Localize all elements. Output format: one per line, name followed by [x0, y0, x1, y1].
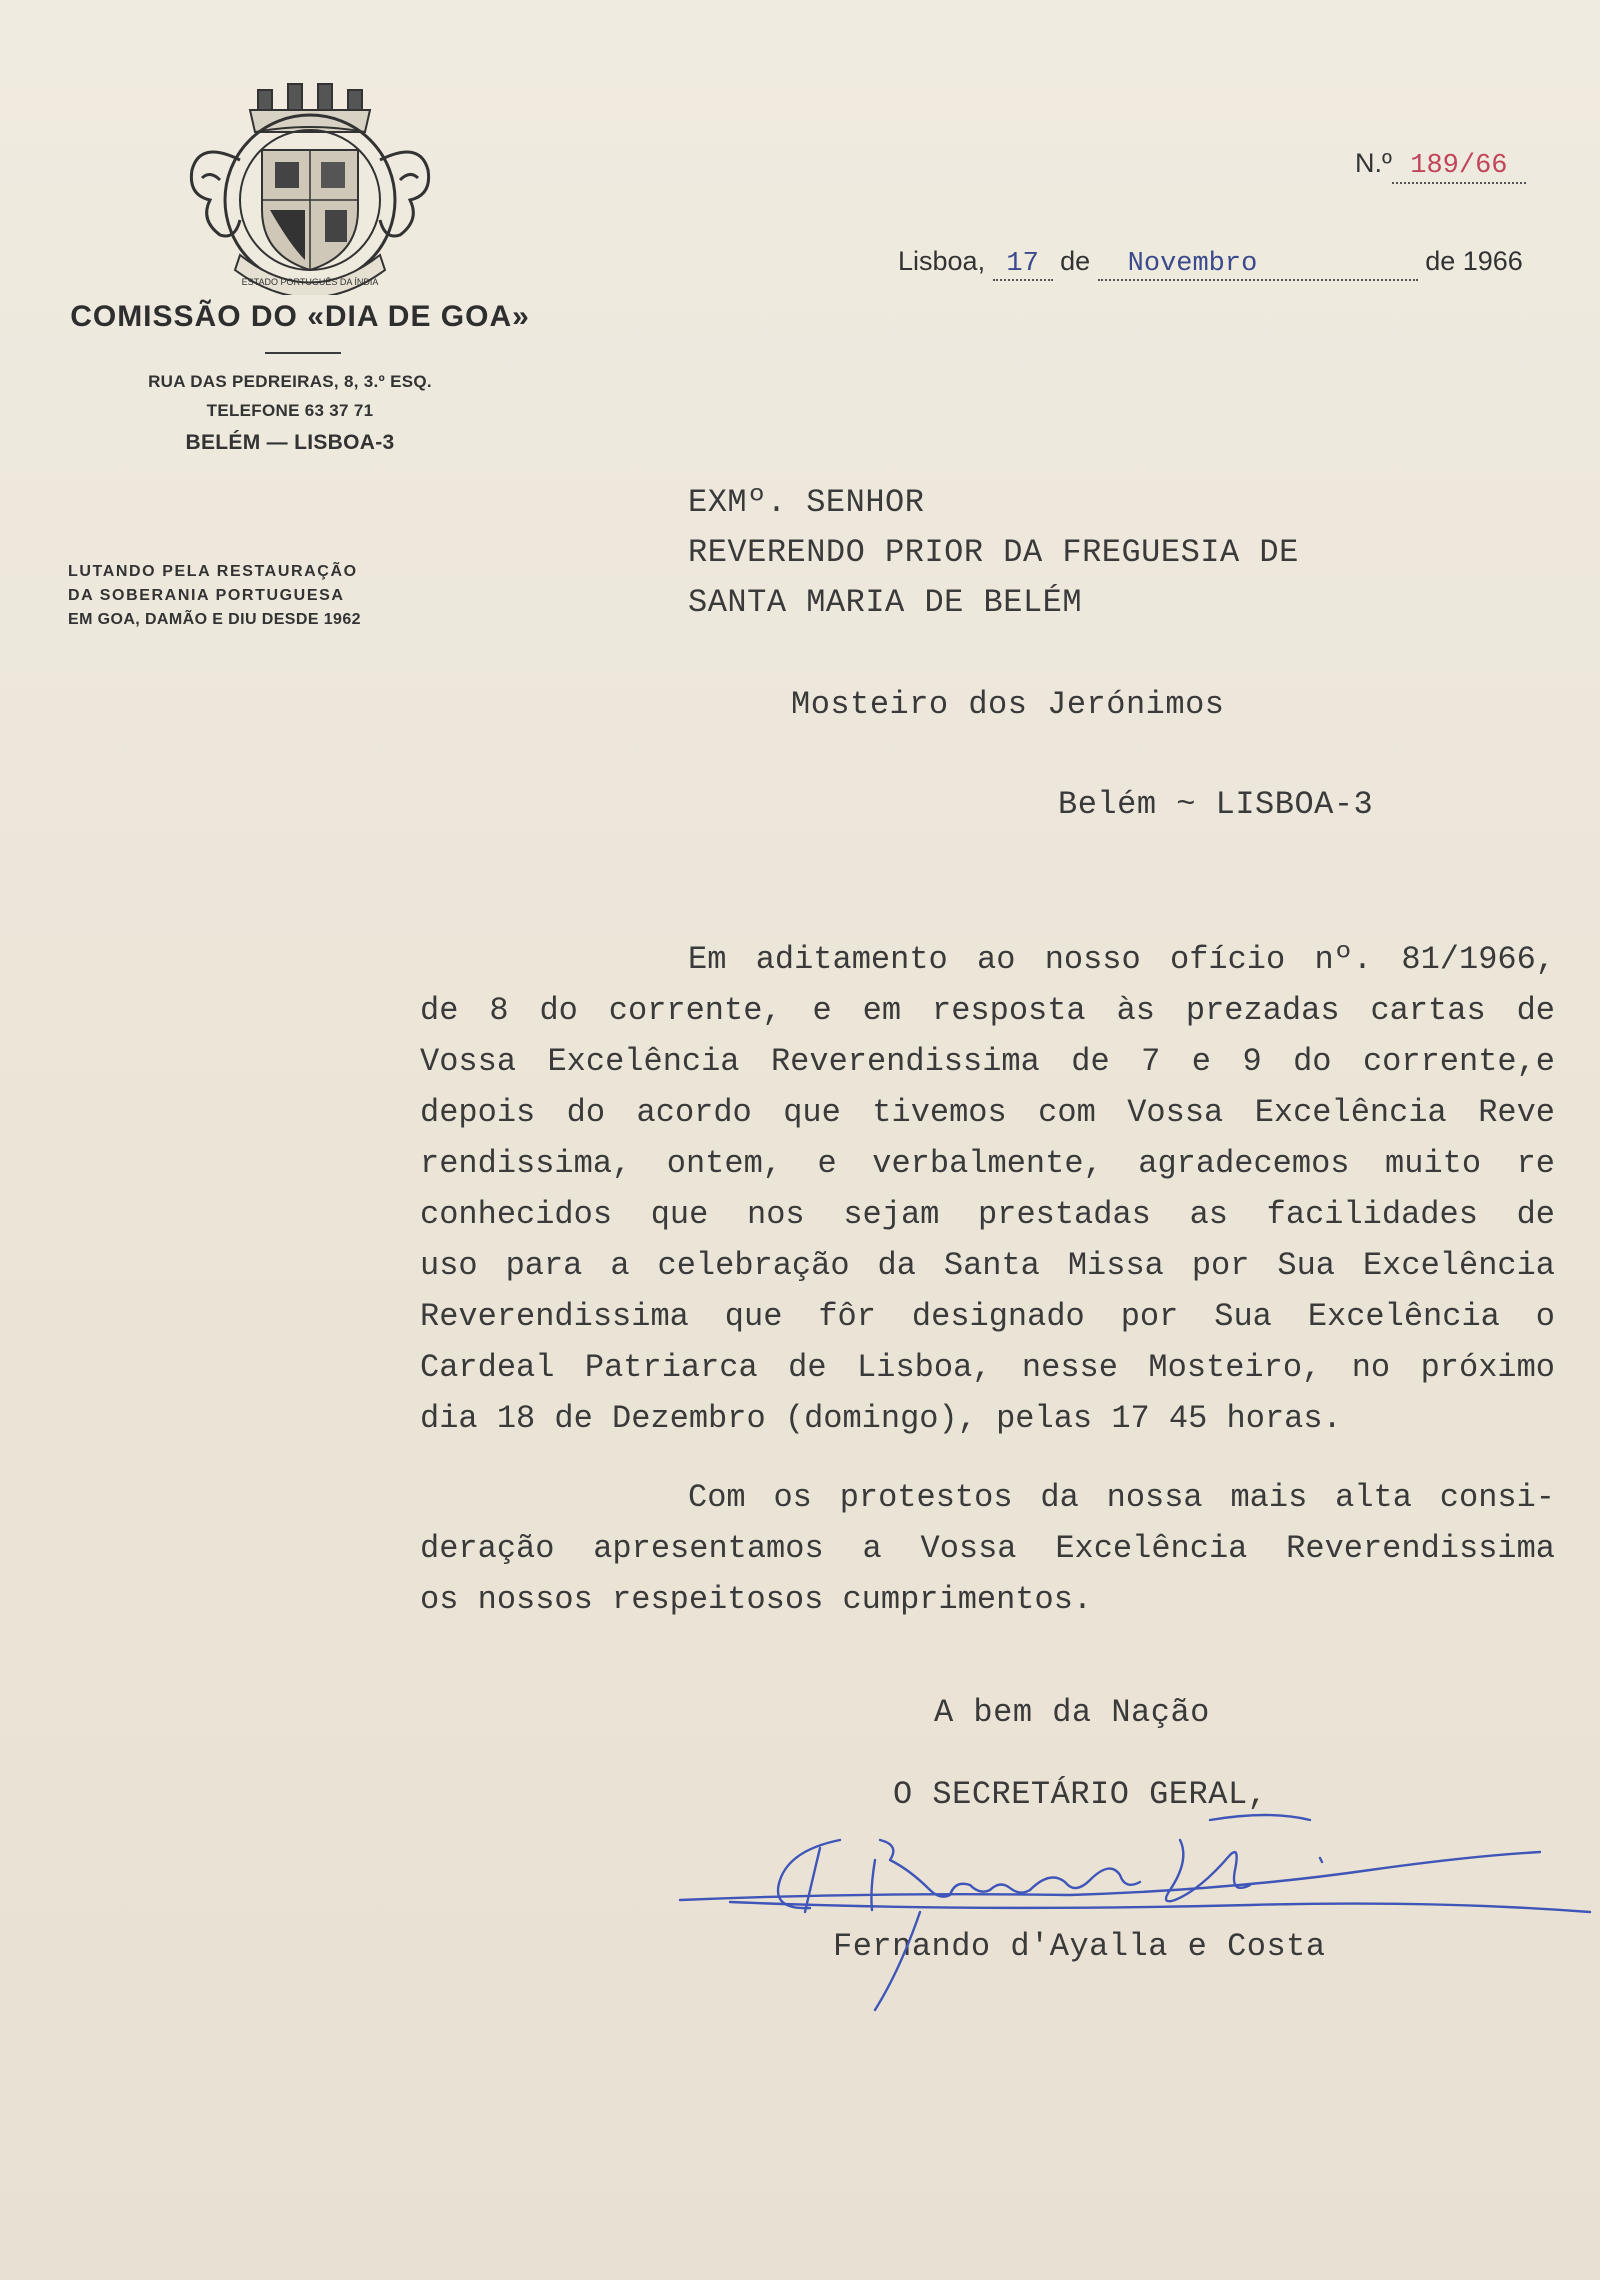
coat-of-arms-logo: [180, 70, 440, 295]
recipient-line: Mosteiro dos Jerónimos: [791, 686, 1225, 723]
body-line: Reverendissima que fôr designado por Sua Excelência o: [420, 1298, 1555, 1335]
address-phone: TELEFONE 63 37 71: [206, 401, 374, 420]
recipient-line: SANTA MARIA DE BELÉM: [688, 584, 1083, 621]
recipient-line: EXMº. SENHOR: [688, 484, 925, 521]
body-line: Vossa Excelência Reverendissima de 7 e 9 do corrente,e: [420, 1043, 1555, 1080]
date-sep: de: [1060, 246, 1091, 276]
date-line: [898, 246, 1523, 281]
body-line: Cardeal Patriarca de Lisboa, nesse Mosteiro, no próximo: [420, 1349, 1555, 1386]
date-place: Lisboa,: [898, 246, 986, 276]
reference-number: [1355, 148, 1526, 184]
motto-line: LUTANDO PELA RESTAURAÇÃO: [68, 563, 358, 580]
motto-line: DA SOBERANIA PORTUGUESA: [68, 587, 345, 604]
motto-line: EM GOA, DAMÃO E DIU DESDE 1962: [68, 611, 361, 628]
body-line: uso para a celebração da Santa Missa por Sua Excelência: [420, 1247, 1555, 1284]
reference-value: 189/66: [1392, 151, 1526, 184]
signatory-name: Fernando d'Ayalla e Costa: [833, 1928, 1326, 1965]
body-line: rendissima, ontem, e verbalmente, agradecemos muito re: [420, 1145, 1555, 1182]
handwritten-signature: [670, 1800, 1600, 2030]
date-month: Novembro: [1098, 249, 1418, 281]
body-line: depois do acordo que tivemos com Vossa Excelência Reve: [420, 1094, 1555, 1131]
body-line: Em aditamento ao nosso ofício nº. 81/1966,: [688, 941, 1555, 978]
signatory-title: O SECRETÁRIO GERAL,: [893, 1776, 1268, 1813]
body-line: de 8 do corrente, e em resposta às prezadas cartas de: [420, 992, 1555, 1029]
organization-name: COMISSÃO DO «DIA DE GOA»: [70, 300, 530, 333]
address-street: RUA DAS PEDREIRAS, 8, 3.º ESQ.: [148, 372, 432, 391]
recipient-line: REVERENDO PRIOR DA FREGUESIA DE: [688, 534, 1299, 571]
body-paragraph: [420, 1472, 1555, 1625]
body-line: conhecidos que nos sejam prestadas as facilidades de: [420, 1196, 1555, 1233]
body-line: Com os protestos da nossa mais alta consi-: [688, 1479, 1555, 1516]
address-city: BELÉM — LISBOA-3: [185, 431, 395, 454]
closing-salutation: A bem da Nação: [934, 1694, 1210, 1731]
body-line: deração apresentamos a Vossa Excelência Reverendissima: [420, 1530, 1555, 1567]
body-line: os nossos respeitosos cumprimentos.: [420, 1581, 1093, 1618]
date-day: 17: [993, 249, 1053, 281]
body-line: dia 18 de Dezembro (domingo), pelas 17 45 horas.: [420, 1400, 1342, 1437]
header-divider: [265, 352, 341, 354]
recipient-line: Belém ~ LISBOA-3: [1058, 786, 1374, 823]
crest-text: ESTADO PORTUGUÊS DA ÍNDIA: [241, 277, 379, 287]
date-year: de 1966: [1425, 246, 1523, 276]
reference-label: N.º: [1355, 148, 1392, 178]
body-paragraph: [420, 934, 1555, 1444]
